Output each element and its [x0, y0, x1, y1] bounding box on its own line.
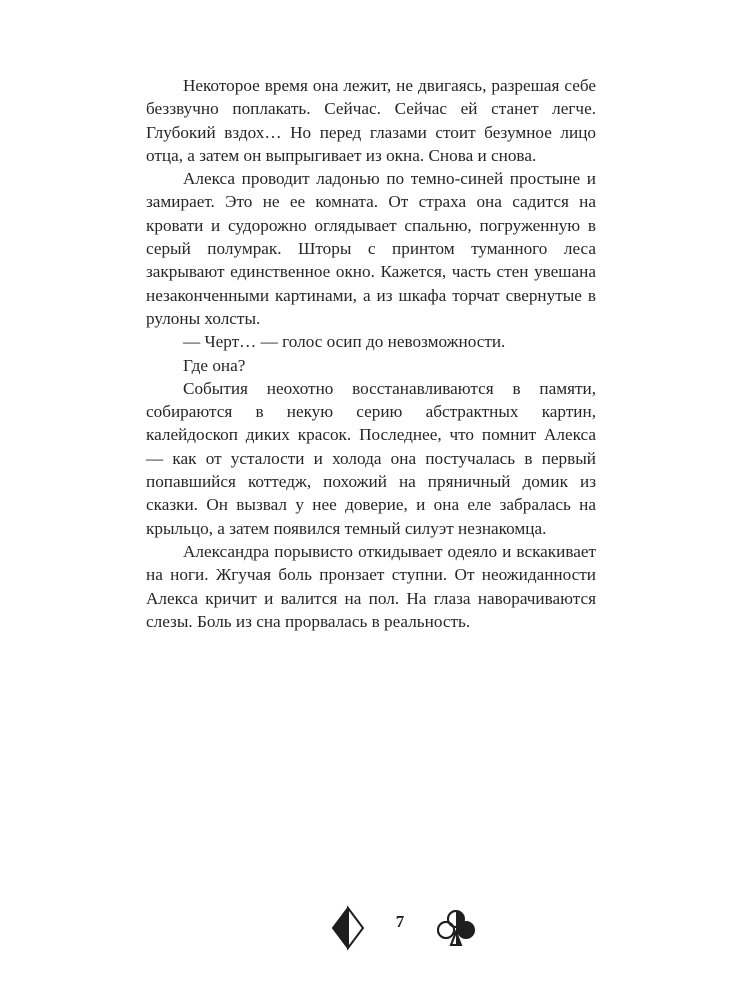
body-text — [146, 74, 596, 633]
page-footer — [0, 902, 750, 952]
diamond-icon — [331, 906, 365, 950]
paragraph-1: Некоторое время она лежит, не двигаясь, разрешая себе беззвучно поплакать. Сейчас. Сейчас ей станет легче. Глубокий вздох… Но перед глазами стоит безумное лицо отца, а затем он выпрыгивает из окна. Снова и снова. — [146, 76, 596, 165]
page-number: 7 — [395, 912, 405, 931]
paragraph-4: Где она? — [183, 355, 246, 375]
paragraph-5: События неохотно восстанавливаются в памяти, собираются в некую серию абстрактных картин, калейдоскоп диких красок. Последнее, что помнит Алекса — как от усталости и холода она постучалась в первый попавшийся коттедж, похожий на пряничный домик из сказки. Он вызвал у нее доверие, и она еле забралась на крыльцо, а затем появился темный силуэт незнакомца. — [146, 378, 596, 538]
club-icon — [436, 908, 476, 948]
paragraph-2: Алекса проводит ладонью по темно-синей простыне и замирает. Это не ее комната. От страха она садится на кровати и судорожно оглядывает спальню, погруженную в серый полумрак. Шторы с принтом туманного леса закрывают единственное окно. Кажется, часть стен увешана незаконченными картинами, а из шкафа торчат свернутые в рулоны холсты. — [146, 169, 596, 328]
paragraph-6: Александра порывисто откидывает одеяло и вскакивает на ноги. Жгучая боль пронзает ступни. От неожиданности Алекса кричит и валится на пол. На глаза наворачиваются слезы. Боль из сна прорвалась в реальность. — [146, 541, 596, 631]
paragraph-3: — Черт… — голос осип до невозможности. — [183, 332, 506, 352]
